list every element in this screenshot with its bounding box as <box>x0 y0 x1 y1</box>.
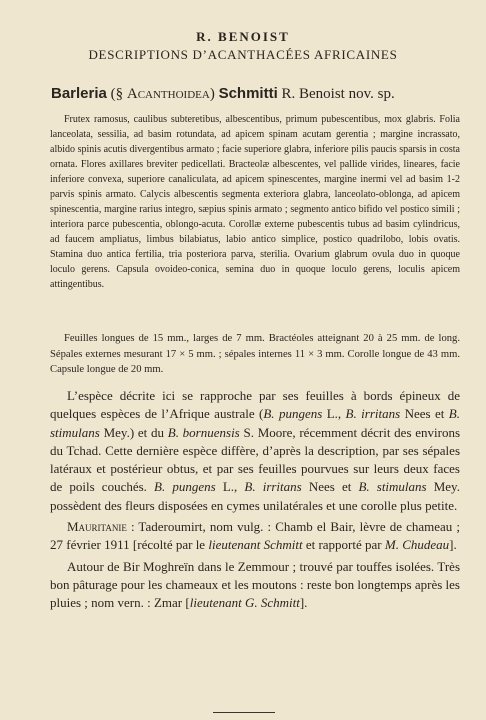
species-heading <box>51 85 461 103</box>
latin-description-text: Frutex ramosus, caulibus subteretibus, albescentibus, primum pubescentibus, mox glabris. Folia lanceolata, sessilia, ad basim rotundata, ad apicem spinam acutam gerentia ; margine incrassato, albido spinis acutis divergentibus armato ; facie superiore glabra, inferiore pilis paucis sparsis in costa ornata. Flores axillares breviter pedicellati. Bracteolæ albescentes, vel pallide virides, lineares, facie inferiore convexa, superiore canaliculata, ad apicem spinescentes, margine inermi vel ad basim 1-2 parvis spinis armato. Calycis albescentis segmenta exteriora glabra, lanceolato-oblonga, ad apicem spinescentia, margine rarius integro, sæpius spinis armato ; segmento antico bifido vel postico simili ; interiora parce pubescentia, oblongo-acuta. Corollæ externe pubescentis tubus ad basim cylindricus, ad faucem ampliatus, limbus bilabiatus, labio antico simplice, postico quadrilobo, lobis ovatis. Stamina duo antica fertilia, tria posteriora parva, sterilia. Ovarium glabrum ovula duo in quoque loculo gerens. Capsula ovoideo-conica, semina duo in quoque loculo gerens, loculis apicem attingentibus. <box>50 114 460 290</box>
running-header-author: R. BENOIST <box>196 29 290 44</box>
discussion <box>50 387 460 616</box>
section-divider <box>213 712 275 713</box>
paragraph-locality: Mauritanie : Taderoumirt, nom vulg. : Chamb el Bair, lèvre de chameau ; 27 février 1911 [récolté par le lieutenant Schmitt et rapporté par M. Chudeau]. <box>50 519 460 553</box>
section-close: ) <box>209 86 215 102</box>
measurements-text: Feuilles longues de 15 mm., larges de 7 mm. Bractéoles atteignant 20 à 25 mm. de long. Sépales externes mesurant 17 × 5 mm. ; sépales internes 11 × 3 mm. Corolle longue de 43 mm. Capsule longue de 20 mm. <box>50 333 460 375</box>
measurements <box>50 331 460 378</box>
paragraph-habitat: Autour de Bir Moghreïn dans le Zemmour ; trouvé par touffes isolées. Très bon pâturage pour les chameaux et les moutons : reste bon longtemps après les pluies ; nom vern. : Zmar [lieutenant G. Schmitt]. <box>50 558 460 611</box>
species-authority: R. Benoist nov. sp. <box>281 86 395 102</box>
latin-description <box>50 112 460 292</box>
section-name: Acanthoidea <box>126 86 210 102</box>
running-header-series: DESCRIPTIONS D’ACANTHACÉES AFRICAINES <box>88 47 398 62</box>
paragraph-comparison: L’espèce décrite ici se rapproche par ses feuilles à bords épineux de quelques espèces de l’Afrique australe (B. pungens L., B. irritans Nees et B. stimulans Mey.) et du B. bornuensis S. Moore, récemment décrit des environs du Tchad. Cette dernière espèce diffère, d’après la description, par ses sépales latéraux et postérieur obtus, et par ses feuilles pourvues sur leurs deux faces de poils couchés. B. pungens L., B. irritans Nees et B. stimulans Mey. possèdent des fleurs disposées en cymes unilatérales et une corolle plus petite. <box>50 388 461 513</box>
species-epithet: Schmitti <box>218 85 278 102</box>
genus-name: Barleria <box>51 85 107 102</box>
section-open: (§ <box>110 86 127 102</box>
